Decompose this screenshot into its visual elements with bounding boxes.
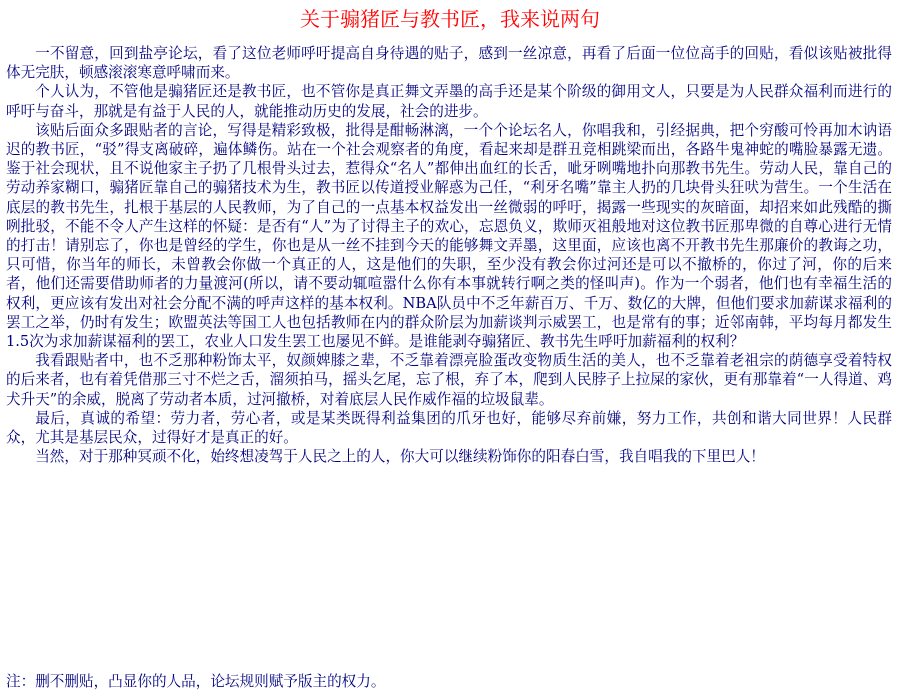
paragraph-1: 一不留意，回到盐亭论坛，看了这位老师呼吁提高自身待遇的贴子，感到一丝凉意，再看了后面一位位高手的回贴，看似该贴被批得体无完肤，顿感滚滚寒意呼啸而来。 <box>6 45 892 82</box>
paragraph-5: 最后，真诚的希望：劳力者，劳心者，或是某类既得利益集团的爪牙也好，能够尽弃前嫌，努力工作，共创和谐大同世界！人民群众，尤其是基层民众，过得好才是真正的好。 <box>6 409 892 447</box>
post-body <box>6 44 892 466</box>
post-title: 关于骟猪匠与教书匠，我来说两句 <box>300 7 600 31</box>
paragraph-2: 个人认为，不管他是骟猪匠还是教书匠，也不管你是真正舞文弄墨的高手还是某个阶级的御用文人，只要是为人民群众福利而进行的呼吁与奋斗，那就是有益于人民的人，就能推动历史的发展，社会的进步。 <box>6 83 892 120</box>
paragraph-3: 该贴后面众多跟贴者的言论，写得是精彩致极，批得是酣畅淋漓，一个个论坛名人，你唱我和，引经据典，把个穷酸可怜再加木讷语迟的教书匠，“驳”得支离破碎，遍体鳞伤。站在一个社会观察者的角度，看起来却是群丑竞相跳梁而出，各路牛鬼神蛇的嘴脸暴露无遗。鉴于社会现状，且不说他家主子扔了几根骨头过去，惹得众“名人”都伸出血红的长舌，呲牙咧嘴地扑向那教书先生。劳动人民，靠自己的劳动养家糊口，骟猪匠靠自己的骟猪技术为生，教书匠以传道授业解惑为己任，“利牙名嘴”靠主人扔的几块骨头狂吠为营生。一个生活在底层的教书先生，扎根于基层的人民教师，为了自己的一点基本权益发出一丝微弱的呼吁，揭露一些现实的灰暗面，却招来如此残酷的撕咧批驳，不能不令人产生这样的怀疑：是否有“人”为了讨得主子的欢心，忘恩负义，欺师灭祖般地对这位教书匠那卑微的自尊心进行无情的打击！请别忘了，你也是曾经的学生，你也是从一丝不挂到今天的能够舞文弄墨，这里面，应该也离不开教书先生那廉价的教诲之功，只可惜，你当年的师长，未曾教会你做一个真正的人，这是他们的失职，至少没有教会你过河还是可以不撤桥的，你过了河，你的后来者，他们还需要借助师者的力量渡河(所以，请不要动辄喧嚣什么你有本事就转行啊之类的怪叫声)。作为一个弱者，他们也有幸福生活的权利，更应该有发出对社会分配不满的呼声这样的基本权利。NBA队员中不乏年薪百万、千万、数亿的大牌，但他们要求加薪谋求福利的罢工之举，仍时有发生；欧盟英法等国工人也包括教师在内的群众阶层为加薪谈判示威罢工，也是常有的事；近邻南韩，平均每月都发生1.5次为求加薪谋福利的罢工，农业人口发生罢工也屡见不鲜。是谁能剥夺骟猪匠、教书先生呼吁加薪福利的权利？ <box>6 121 892 351</box>
paragraph-4: 我看跟贴者中，也不乏那种粉饰太平，奴颜婢膝之辈，不乏靠着漂亮脸蛋改变物质生活的美人，也不乏靠着老祖宗的荫德享受着特权的后来者，也有着凭借那三寸不烂之舌，溜须拍马，摇头乞尾，忘了根，弃了本，爬到人民脖子上拉屎的家伙，更有那靠着“一人得道、鸡犬升天”的余威，脱离了劳动者本质，过河撤桥，对着底层人民作威作福的垃圾鼠辈。 <box>6 352 892 408</box>
post-footnote: 注：删不删贴，凸显你的人品，论坛规则赋予版主的权力。 <box>6 673 386 690</box>
paragraph-6: 当然，对于那种冥顽不化，始终想凌驾于人民之上的人，你大可以继续粉饰你的阳春白雪，我自唱我的下里巴人！ <box>35 448 765 466</box>
